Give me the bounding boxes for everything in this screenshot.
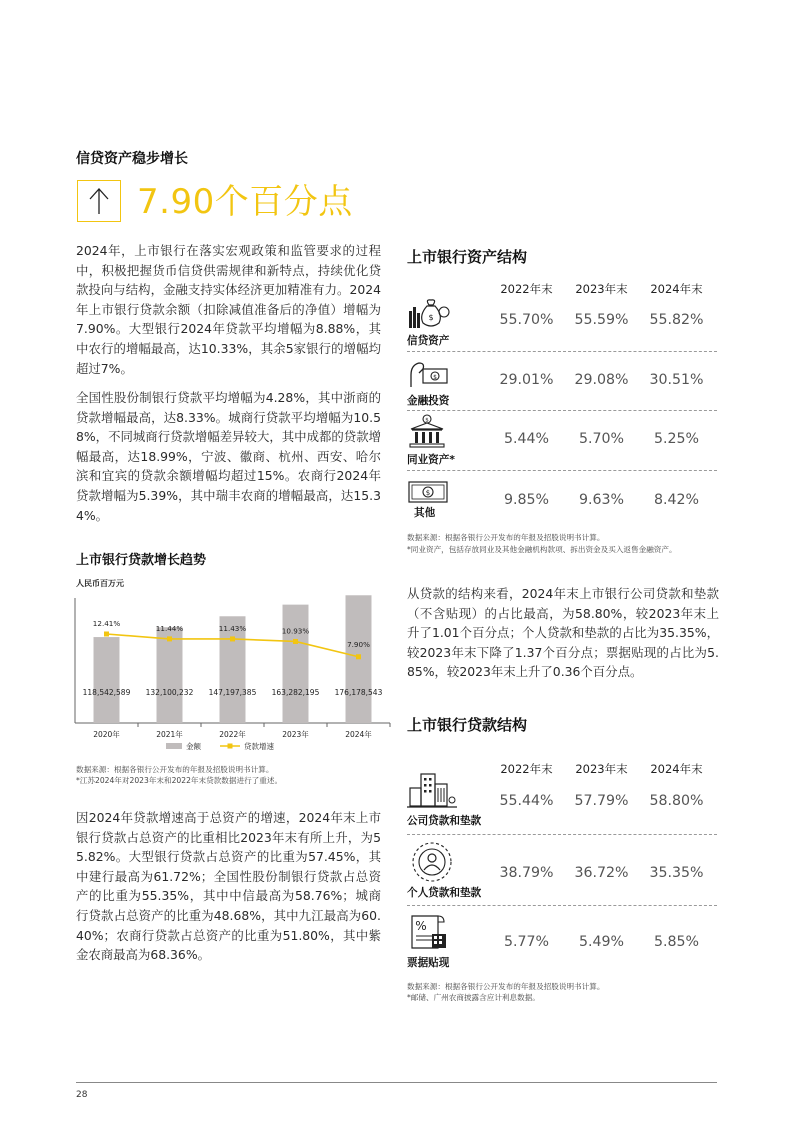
bar (283, 605, 309, 723)
asset-value: 30.51% (649, 372, 704, 388)
asset-value: 5.70% (578, 431, 625, 447)
loan-row-label: 个人贷款和垫款 (407, 887, 482, 899)
growth-point (293, 639, 298, 644)
section-title: 信贷资产稳步增长 (76, 151, 188, 167)
hand-cash-icon (407, 357, 451, 391)
footer-rule (76, 1082, 717, 1083)
chart-restatement-note: *江苏2024年对2023年末和2022年末贷款数据进行了重述。 (76, 776, 283, 785)
loan-growth-chart (60, 590, 395, 760)
growth-data-label: 11.44% (155, 623, 184, 633)
svg-text:$: $ (425, 489, 431, 497)
svg-text:$: $ (428, 313, 434, 322)
asset-value: 55.59% (574, 312, 629, 328)
kpi-arrow-box (77, 180, 121, 222)
loan-col-2024: 2024年末 (650, 762, 703, 776)
growth-point (230, 636, 235, 641)
chart-source-note: 数据来源：根据各银行公开发布的年报及招股说明书计算。 (76, 765, 274, 774)
loan-col-2022: 2022年末 (500, 762, 553, 776)
asset-value: 29.08% (574, 372, 629, 388)
office-buildings-icon (407, 772, 457, 810)
loan-value: 35.35% (649, 865, 704, 881)
chart-unit: 人民币百万元 (76, 579, 124, 588)
bar (157, 627, 183, 723)
row-divider (407, 905, 717, 906)
svg-text:%: % (415, 919, 427, 933)
loan-col-2023: 2023年末 (575, 762, 628, 776)
paragraph-loan-growth: 2024年，上市银行在落实宏观政策和监管要求的过程中，积极把握货币信贷供需规律和新特点，持续优化贷款投向与结构，金融支持实体经济更加精准有力。2024年上市银行贷款余额（扣除减值准备后的净值）增幅为7.90%。大型银行2024年贷款平均增幅为8.88%，其中农行的增幅最高，达10.33%，其余5家银行的增幅均超过7%。 (76, 243, 381, 376)
asset-value: 9.85% (503, 492, 550, 508)
asset-col-2023: 2023年末 (575, 282, 628, 296)
loan-row-label: 票据贴现 (407, 957, 450, 969)
growth-data-label: 12.41% (92, 619, 121, 628)
loan-value: 5.77% (503, 934, 550, 950)
loan-structure-title: 上市银行贷款结构 (407, 716, 528, 734)
loan-value: 57.79% (574, 793, 629, 809)
asset-source-note: 数据来源：根据各银行公开发布的年报及招股说明书计算。 (407, 533, 605, 542)
legend-line-label: 贷款增速 (244, 742, 274, 751)
money-bag-icon (407, 297, 451, 331)
bar-data-label: 163,282,195 (271, 688, 320, 697)
growth-data-label: 10.93% (281, 626, 310, 636)
asset-row-label: 金融投资 (407, 395, 450, 407)
loan-value: 5.85% (653, 934, 700, 950)
svg-text:$: $ (425, 417, 429, 424)
bar-data-label: 147,197,385 (208, 688, 257, 697)
asset-value: 55.82% (649, 312, 704, 328)
asset-value: 55.70% (499, 312, 554, 328)
loan-value: 55.44% (499, 793, 554, 809)
bar-data-label: 176,178,543 (334, 688, 383, 697)
bar-data-label: 118,542,589 (82, 688, 131, 697)
chart-title: 上市银行贷款增长趋势 (76, 553, 207, 568)
asset-col-2024: 2024年末 (650, 282, 703, 296)
x-tick-label: 2022年 (219, 730, 246, 739)
loan-row-label: 公司贷款和垫款 (407, 815, 482, 827)
asset-value: 8.42% (653, 492, 700, 508)
loan-source-note: 数据来源：根据各银行公开发布的年报及招股说明书计算。 (407, 982, 605, 991)
loan-value: 38.79% (499, 865, 554, 881)
legend-line-marker (228, 744, 233, 749)
paragraph-bank-types: 全国性股份制银行贷款平均增幅为4.28%，其中浙商的贷款增幅最高，达8.33%。城商行贷款平均增幅为10.58%，不同城商行贷款增幅差异较大，其中成都的贷款增幅最高，达18.99%，宁波、徽商、杭州、西安、哈尔滨和宜宾的贷款余额增幅均超过15%。农商行2024年贷款增幅为5.39%，其中瑞丰农商的增幅最高，达15.34%。 (76, 390, 381, 523)
bar-data-label: 132,100,232 (145, 688, 194, 697)
asset-row-label: 其他 (414, 507, 436, 519)
loan-value: 5.49% (578, 934, 625, 950)
svg-text:$: $ (433, 374, 437, 381)
x-tick-label: 2024年 (345, 730, 372, 739)
row-divider (407, 470, 717, 471)
asset-row-label: 同业资产* (407, 454, 455, 466)
row-divider (407, 834, 717, 835)
arrow-up-icon (78, 181, 120, 221)
asset-interbank-note: *同业资产，包括存放同业及其他金融机构款项、拆出资金及买入返售金融资产。 (407, 545, 677, 554)
loan-value: 36.72% (574, 865, 629, 881)
legend-bar-swatch (166, 743, 182, 749)
growth-data-label: 11.43% (218, 623, 247, 633)
x-tick-label: 2021年 (156, 730, 183, 739)
growth-point (104, 632, 109, 637)
paragraph-loan-ratio: 因2024年贷款增速高于总资产的增速，2024年末上市银行贷款占总资产的比重相比2023年末有所上升，为55.82%。大型银行贷款占总资产的比重为57.45%，其中建行最高为61.72%；全国性股份制银行贷款占总资产的比重为55.35%，其中中信最高为58.76%；城商行贷款占总资产的比重为48.68%，其中九江最高为60.40%；农商行贷款占总资产的比重为51.80%，其中紫金农商最高为68.36%。 (76, 810, 381, 963)
banknote-icon (407, 478, 451, 506)
page-number: 28 (76, 1090, 88, 1100)
asset-value: 29.01% (499, 372, 554, 388)
row-divider (407, 351, 717, 352)
asset-value: 9.63% (578, 492, 625, 508)
loan-interest-note: *邮储、广州农商披露含应计利息数据。 (407, 993, 540, 1002)
asset-col-2022: 2022年末 (500, 282, 553, 296)
x-tick-label: 2023年 (282, 730, 309, 739)
asset-value: 5.44% (503, 431, 550, 447)
growth-point (167, 636, 172, 641)
x-tick-label: 2020年 (93, 730, 120, 739)
asset-value: 5.25% (653, 431, 700, 447)
growth-point (356, 654, 361, 659)
loan-value: 58.80% (649, 793, 704, 809)
asset-structure-title: 上市银行资产结构 (407, 248, 528, 266)
growth-data-label: 7.90% (347, 639, 370, 649)
paragraph-loan-structure: 从贷款的结构来看，2024年末上市银行公司贷款和垫款（不含贴现）的占比最高，为58.80%，较2023年末上升了1.01个百分点；个人贷款和垫款的占比为35.35%，较2023年末下降了1.37个百分点；票据贴现的占比为5.85%，较2023年末上升了0.36个百分点。 (407, 586, 719, 680)
bill-discount-icon (408, 912, 452, 952)
bar (94, 637, 120, 723)
person-circle-icon (410, 840, 454, 884)
asset-row-label: 信贷资产 (407, 335, 450, 347)
legend-bar-label: 金额 (186, 742, 201, 751)
kpi-value: 7.90个百分点 (137, 182, 353, 222)
bank-building-icon (407, 413, 451, 449)
row-divider (407, 410, 717, 411)
